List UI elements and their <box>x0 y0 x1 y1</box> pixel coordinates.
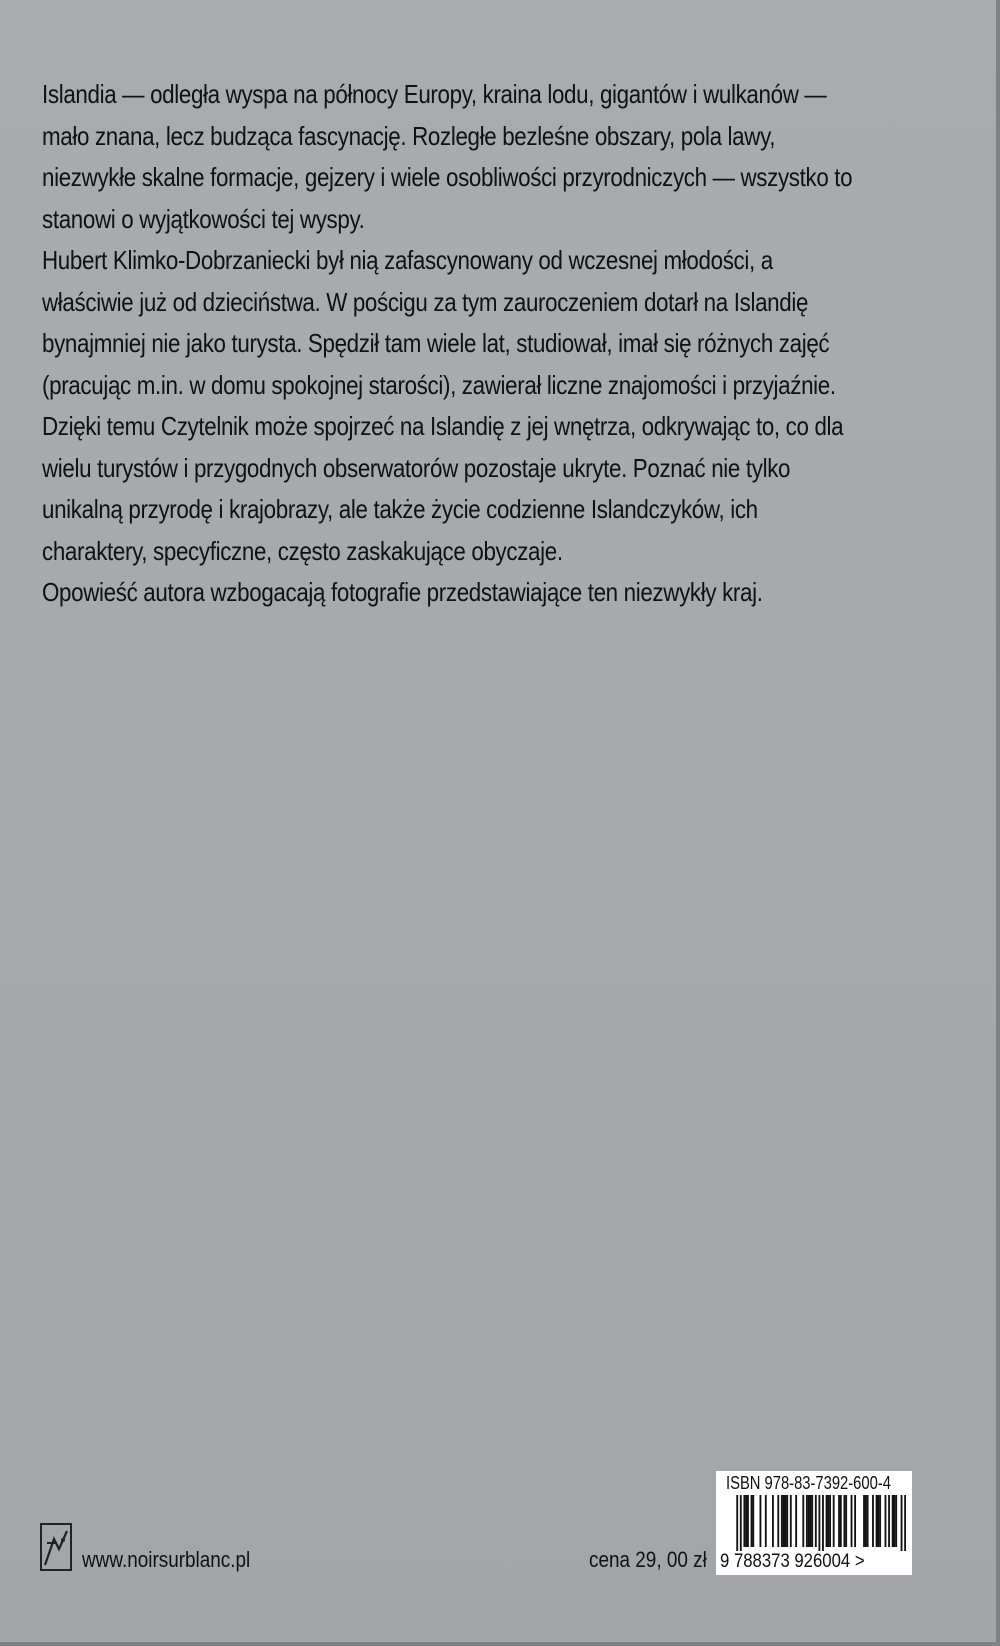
isbn-barcode-block <box>716 1471 912 1575</box>
barcode-bar <box>747 1495 749 1547</box>
barcode-bar <box>879 1495 881 1547</box>
barcode-bar <box>806 1495 808 1547</box>
isbn-label: ISBN 978-83-7392-600-4 <box>726 1473 891 1493</box>
blurb-paragraph-1: Islandia — odległa wyspa na północy Europy, kraina lodu, gigantów i wulkanów — mało znana, lecz budząca fascynację. Rozległe bezleśne obszary, pola lawy, niezwykłe skalne formacje, gejzery i wiele osobliwości przyrodniczych — wszystko to stanowi o wyjątkowości tej wyspy. <box>42 79 853 234</box>
blurb-paragraph-3: Opowieść autora wzbogacają fotografie przedstawiające ten niezwykły kraj. <box>42 577 763 607</box>
barcode-bar <box>777 1495 779 1547</box>
barcode-bar <box>895 1495 897 1547</box>
barcode-bar <box>772 1495 774 1547</box>
barcode-bar <box>854 1495 856 1547</box>
barcode-bar <box>845 1495 847 1547</box>
barcode-bar <box>808 1495 810 1547</box>
barcode-bar <box>851 1495 853 1547</box>
barcode-bar <box>901 1495 903 1551</box>
barcode-bar <box>843 1495 845 1547</box>
barcode-bar <box>827 1495 829 1547</box>
barcode-bar <box>865 1495 867 1547</box>
barcode-bar <box>867 1495 869 1547</box>
price-label: cena 29, 00 zł <box>589 1547 707 1572</box>
barcode-bar <box>781 1495 783 1547</box>
ean-barcode <box>722 1495 906 1551</box>
ean-digits: 9 788373 926004 > <box>720 1551 865 1572</box>
barcode-bar <box>745 1495 747 1547</box>
barcode-bar <box>877 1495 879 1547</box>
barcode-bar <box>795 1495 797 1547</box>
barcode-bar <box>863 1495 865 1547</box>
barcode-bar <box>893 1495 895 1547</box>
barcode-bar <box>840 1495 842 1547</box>
barcode-bar <box>904 1495 906 1551</box>
barcode-bar <box>888 1495 890 1547</box>
barcode-bar <box>885 1495 887 1547</box>
barcode-bar <box>872 1495 874 1547</box>
blurb-paragraph-2: Hubert Klimko-Dobrzaniecki był nią zafascynowany od wczesnej młodości, a właściwie już od dzieciństwa. W pościgu za tym zauroczeniem dotarł na Islandię bynajmniej nie jako turysta. Spędził tam wiele lat, studiował, imał się różnych zajęć (pracując m.in. w domu spokojnej starości), zawierał liczne znajomości i przyjaźnie. Dzięki temu Czytelnik może spojrzeć na Islandię z jej wnętrza, odkrywając to, co dla wielu turystów i przygodnych obserwatorów pozostaje ukryte. Poznać nie tylko unikalną przyrodę i krajobrazy, ale także życie codzienne Islandczyków, ich charaktery, specyficzne, często zaskakujące obyczaje. <box>42 245 844 566</box>
noir-sur-blanc-logo-icon <box>40 1523 72 1571</box>
barcode-bar <box>892 1495 894 1547</box>
barcode-bar <box>815 1495 817 1547</box>
publisher-website: www.noirsurblanc.pl <box>82 1547 251 1572</box>
barcode-bar <box>802 1495 804 1547</box>
barcode-bar <box>736 1495 738 1551</box>
barcode-bar <box>783 1495 785 1547</box>
barcode-bar <box>751 1495 753 1547</box>
barcode-bar <box>752 1495 754 1547</box>
barcode-bar <box>760 1495 762 1547</box>
barcode-bar <box>811 1495 813 1547</box>
barcode-bar <box>822 1495 824 1551</box>
barcode-bar <box>765 1495 767 1547</box>
barcode-bar <box>790 1495 792 1547</box>
barcode-bar <box>876 1495 878 1547</box>
barcode-bar <box>829 1495 831 1547</box>
barcode-bar <box>838 1495 840 1547</box>
barcode-bar <box>743 1495 745 1547</box>
blurb-text <box>42 74 868 614</box>
barcode-bar <box>826 1495 828 1547</box>
barcode-bar <box>740 1495 742 1551</box>
barcode-bar <box>810 1495 812 1547</box>
barcode-bar <box>818 1495 820 1551</box>
barcode-bar <box>786 1495 788 1547</box>
barcode-bar <box>785 1495 787 1547</box>
barcode-bar <box>833 1495 835 1547</box>
